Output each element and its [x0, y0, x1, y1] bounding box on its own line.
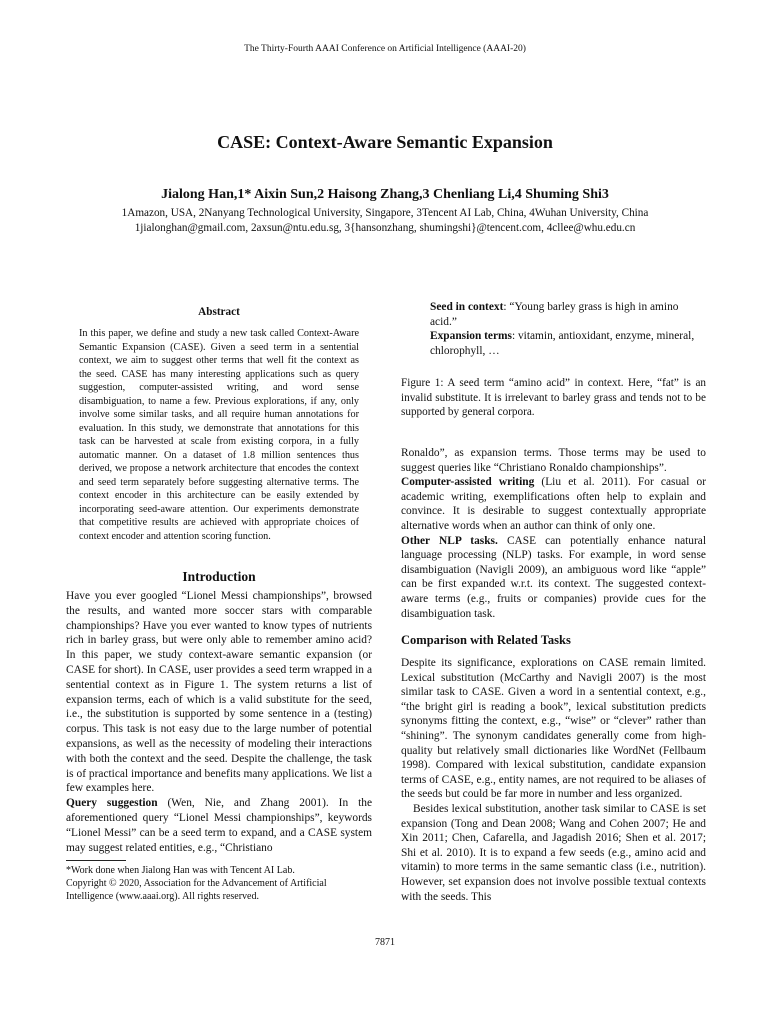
affiliations: 1Amazon, USA, 2Nanyang Technological University, Singapore, 3Tencent AI Lab, China, 4Wuhan University, China	[121, 207, 649, 219]
paper-title: CASE: Context-Aware Semantic Expansion	[217, 132, 553, 152]
footnote	[66, 864, 372, 903]
comparison-heading: Comparison with Related Tasks	[401, 633, 571, 647]
expansion-terms	[430, 329, 705, 358]
introduction-heading: Introduction	[182, 569, 256, 584]
footnote-work: *Work done when Jialong Han was with Tencent AI Lab.	[66, 865, 295, 876]
right-paragraph-1: Ronaldo”, as expansion terms. Those terms may be used to suggest queries like “Christiano Ronaldo championships”.	[401, 447, 706, 474]
footnote-rule	[66, 860, 126, 861]
conference-header: The Thirty-Fourth AAAI Conference on Artificial Intelligence (AAAI-20)	[244, 44, 526, 54]
abstract-text: In this paper, we define and study a new task called Context-Aware Semantic Expansion (CASE). Given a seed term in a sentential context, we aim to suggest other terms that well fit the context as the seed. CASE has many interesting applications such as query suggestion, computer-assisted writing, and word sense disambiguation, to name a few. Previous explorations, if any, only involve some similar tasks, and all require human annotations for evaluation. In this study, we demonstrate that annotations for this task can be harvested at scale from existing corpora, in a fully automatic manner. On a dataset of 1.8 million sentences thus derived, we propose a network architecture that encodes the context and seed term separately before suggesting alternative terms. The context encoder in this architecture can be easily extended by incorporating seed-aware attention. Our experiments demonstrate that competitive results are achieved with appropriate choices of context encoder and attention scoring function.	[79, 328, 359, 542]
other-nlp-label: Other NLP tasks.	[401, 534, 498, 547]
intro-paragraph-2	[66, 796, 372, 855]
figure-1-caption: Figure 1: A seed term “amino acid” in context. Here, “fat” is an invalid substitute. It is irrelevant to barley grass and tends not to be supported by general corpora.	[401, 377, 706, 418]
expansion-label: Expansion terms	[430, 330, 512, 342]
page-number: 7871	[375, 937, 395, 948]
right-paragraph-2	[401, 475, 706, 533]
seed-label: Seed in context	[430, 301, 504, 313]
computer-assisted-writing-text: (Liu et al. 2011). For casual or academic writing, exemplifications often help to explain and convince. It is desirable to suggest contextually appropriate alternative words when an author can think of only one.	[401, 476, 706, 532]
expansion-text: : vitamin, antioxidant, enzyme, mineral, chlorophyll, …	[430, 330, 695, 357]
copyright: Copyright © 2020, Association for the Advancement of Artificial Intelligence (www.aaai.org). All rights reserved.	[66, 878, 327, 902]
seed-text: : “Young barley grass is high in amino acid.”	[430, 301, 679, 328]
comparison-paragraph-2: Besides lexical substitution, another task similar to CASE is set expansion (Tong and Dean 2008; Wang and Cohen 2007; He and Xin 2011; Chen, Cafarella, and Jagadish 2016; Shen et al. 2017; Shi et al. 2010). It is to expand a few seeds (e.g., amino acid and vitamin) to more terms in the same semantic class (i.e., nutrition). However, set expansion does not involve possible textual contexts with the seeds. This	[401, 802, 706, 903]
figure-1-box	[430, 300, 705, 358]
seed-in-context	[430, 300, 705, 329]
comparison-paragraph-1: Despite its significance, explorations on CASE remain limited. Lexical substitution (McCarthy and Navigli 2007) is the most similar task to CASE. Given a word in a sentential context, e.g., “the bright girl is reading a book”, lexical substitution predicts synonyms fitting the context, e.g., “wise” or “clever” rather than “shining”. The synonym candidates generally come from high-quality but relatively small dictionaries like WordNet (Fellbaum 1998). Compared with lexical substitution, candidate expansion terms of CASE, e.g., entity names, are not required to be aliases of the seeds but could be far more in number and less organized.	[401, 657, 706, 801]
computer-assisted-writing-label: Computer-assisted writing	[401, 476, 535, 489]
abstract-heading: Abstract	[198, 306, 240, 318]
right-column-text	[401, 446, 706, 621]
query-suggestion-label: Query suggestion	[66, 797, 158, 810]
intro-paragraph-1: Have you ever googled “Lionel Messi championships”, browsed the results, and wanted more soccer stars with comparable championships? Have you ever wanted to know types of nutrients rich in barley grass, but were only able to remember amino acid? In this paper, we study context-aware semantic expansion (or CASE for short). In CASE, user provides a seed term wrapped in a sentential context as in Figure 1. The system returns a list of expansion terms, each of which is a valid substitute for the seed, i.e., the substitution is supported by some sentence in a (testing) corpus. This task is not easy due to the large number of potential expansions, as well as the necessity of modeling their interactions with both the context and the seed. Despite the challenge, the task is of practical importance and benefits many applications. We list a few examples here.	[66, 590, 372, 795]
authors: Jialong Han,1* Aixin Sun,2 Haisong Zhang,3 Chenliang Li,4 Shuming Shi3	[161, 187, 609, 202]
introduction-text	[66, 589, 372, 855]
right-paragraph-3	[401, 534, 706, 622]
comparison-text	[401, 656, 706, 904]
other-nlp-text: CASE can potentially enhance natural language processing (NLP) tasks. For example, in word sense disambiguation (Navigli 2009), an ambiguous word like “apple” can be first expanded w.r.t. its context. The suggested context-aware terms (e.g., fruits or companies) provide cues for the disambiguation task.	[401, 534, 707, 620]
emails: 1jialonghan@gmail.com, 2axsun@ntu.edu.sg, 3{hansonzhang, shumingshi}@tencent.com, 4cllee@whu.edu.cn	[134, 222, 636, 234]
query-suggestion-text: (Wen, Nie, and Zhang 2001). In the aforementioned query “Lionel Messi championships”, keywords “Lionel Messi” can be a seed term to expand, and a CASE system may suggest related entities, e.g., “Christiano	[66, 797, 372, 854]
